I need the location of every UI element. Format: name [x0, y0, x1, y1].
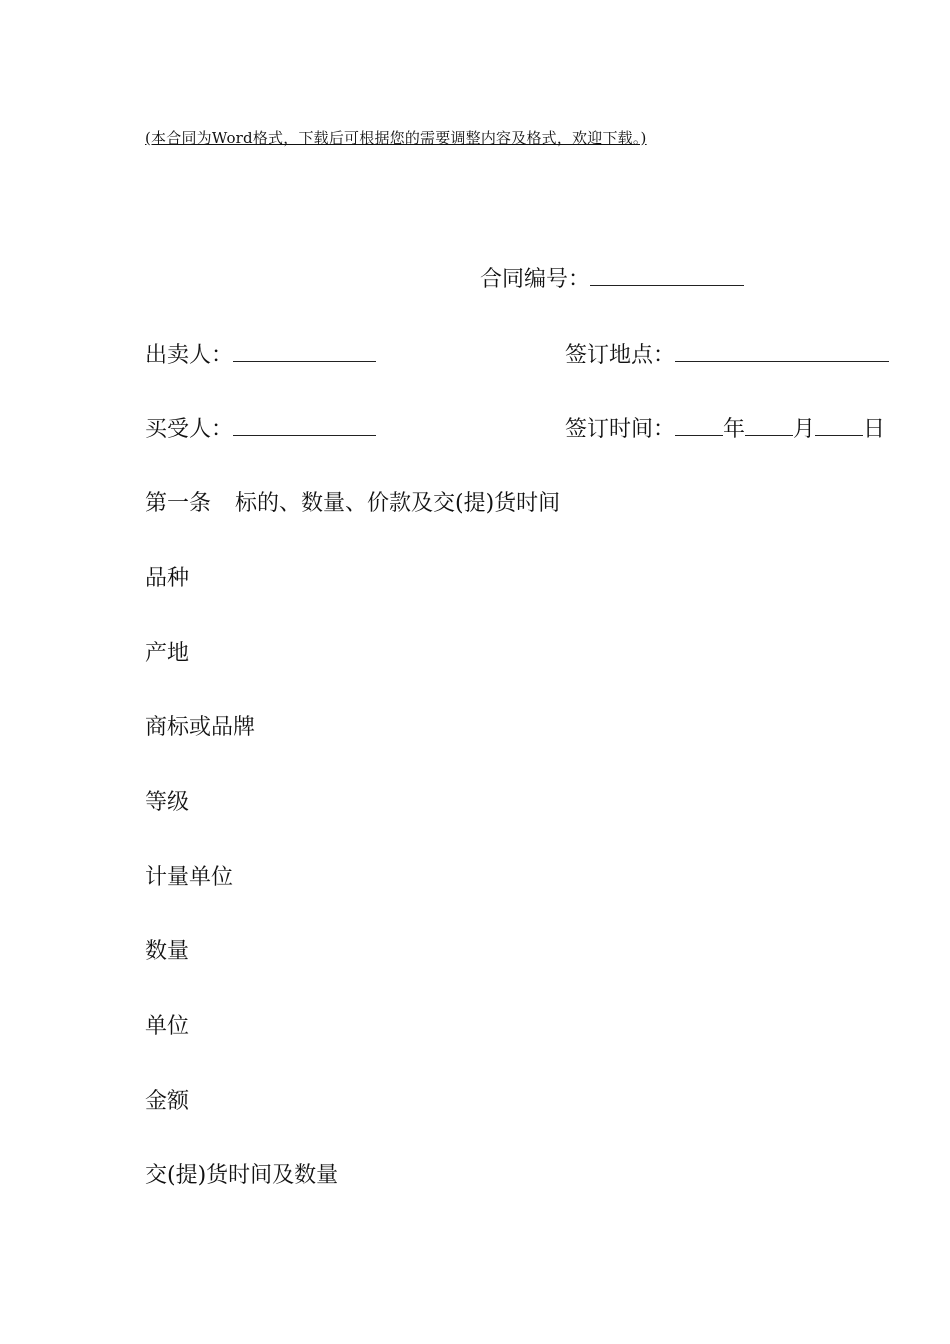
- seller-label: 出卖人：: [145, 343, 234, 368]
- item-unit: 单位: [145, 1014, 190, 1039]
- item-amount: 金额: [145, 1089, 190, 1114]
- article-one-heading: [145, 486, 560, 517]
- contract-number-label: 合同编号：: [480, 267, 591, 292]
- sign-place-blank: [675, 341, 889, 362]
- buyer-label: 买受人：: [145, 417, 234, 442]
- item-origin: 产地: [145, 641, 190, 666]
- item-brand: 商标或品牌: [145, 715, 256, 740]
- year-label: 年: [723, 417, 746, 442]
- month-blank: [745, 415, 793, 436]
- day-blank: [815, 415, 863, 436]
- item-quantity: 数量: [145, 939, 190, 964]
- article-one-number: 第一条: [145, 491, 212, 516]
- contract-number-line: [480, 262, 744, 293]
- item-grade: 等级: [145, 790, 190, 815]
- day-label: 日: [863, 417, 886, 442]
- sign-place-group: [565, 338, 889, 369]
- sign-time-label: 签订时间：: [565, 417, 676, 442]
- buyer-line: [145, 412, 886, 443]
- seller-blank: [233, 341, 376, 362]
- article-one-title: 标的、数量、价款及交(提)货时间: [235, 491, 561, 516]
- year-blank: [675, 415, 723, 436]
- sign-time-group: [565, 412, 885, 443]
- contract-number-blank: [590, 265, 744, 286]
- download-notice: (本合同为Word格式，下载后可根据您的需要调整内容及格式，欢迎下载。): [145, 129, 647, 147]
- sign-place-label: 签订地点：: [565, 343, 676, 368]
- item-delivery-time: 交(提)货时间及数量: [145, 1163, 339, 1188]
- item-measure-unit: 计量单位: [145, 865, 234, 890]
- buyer-blank: [233, 415, 376, 436]
- item-variety: 品种: [145, 566, 190, 591]
- seller-line: [145, 338, 765, 369]
- month-label: 月: [793, 417, 816, 442]
